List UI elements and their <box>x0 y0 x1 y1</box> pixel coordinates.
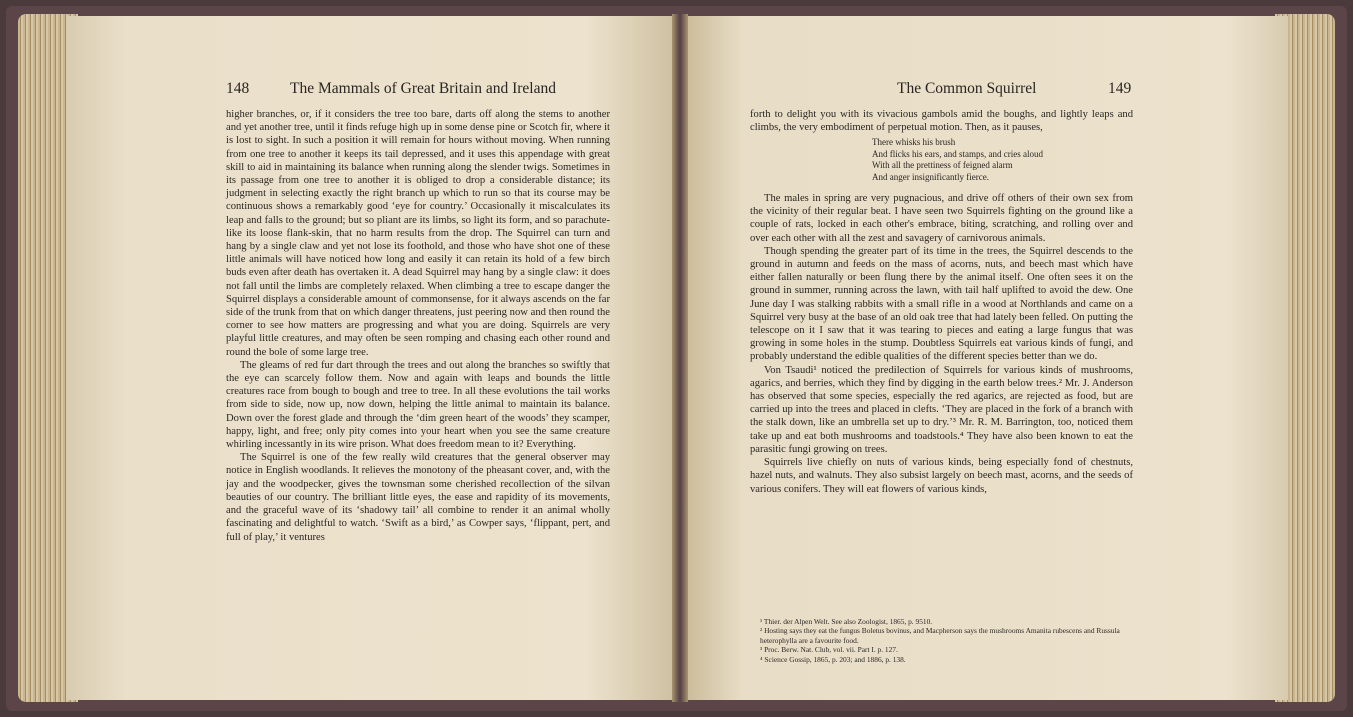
left-paragraph-2: The gleams of red fur dart through the trees and out along the branches so swiftly that the eye can scarcely follow them. Now and again with leaps and bounds the little creatures race from bough to bough and tree to tree. In all these evolutions the tail works from side to side, now up, now down, helping the little animal to maintain its balance. Down over the forest glade and through the ‘dim green heart of the woods’ they scamper, happy, light, and free; only pity comes into your heart when you see the same creature whirling incessantly in its wire prison. What does freedom mean to it? Everything. <box>226 359 610 451</box>
right-page-number: 149 <box>1108 80 1132 97</box>
left-paragraph-3: The Squirrel is one of the few really wild creatures that the general observer may notice in English woodlands. It relieves the monotony of the pheasant cover, and, with the jay and the woodpecker, gives the townsman some cherished recollection of the silvan beauties of our country. The brilliant little eyes, the ease and rapidity of its movements, and the graceful wave of its ‘shadowy tail’ all combine to render it an animal wholly fascinating and delightful to watch. ‘Swift as a bird,’ as Cowper says, ‘flippant, pert, and full of play,’ it ventures <box>226 452 610 543</box>
left-paragraph-1: higher branches, or, if it considers the tree too bare, darts off along the stems to another and yet another tree, until it finds refuge high up in some dense pine or Scotch fir, where it is lost to sight. In such a position it will remain for hours without moving. When running from one tree to another it keeps its tail depressed, and it uses this appendage with great skill to aid in maintaining its balance when running along the slender twigs. Sometimes in its passage from one tree to another it is obliged to drop a considerable distance; its judgment in selecting exactly the right branch up which to run so that its course may be continuous shows a remarkably good ‘eye for country.’ Occasionally it miscalculates its leap and falls to the ground; but so pliant are its limbs, so light its form, and so parachute-like its loose flank-skin, that no harm results from the drop. The Squirrel can turn and hang by a single claw and yet not lose its foothold, and those who have shot one of these little animals will have noticed how long and easily it can retain its hold of a few birch buds even after death has overtaken it. A dead Squirrel may hang by a single claw: it does not fall until the limbs are completely relaxed. When climbing a tree to escape danger the Squirrel displays a considerable amount of commonsense, for it always ascends on the far side of the trunk from that on which danger threatens, just peering now and then round the corner to see how matters are progressing and what you are doing. Squirrels are very playful little creatures, and may often be seen romping and chasing each other round and round the bole of some large tree. <box>226 109 610 358</box>
right-intro-paragraph: forth to delight you with its vivacious gambols amid the boughs, and lightly leaps and climbs, the very embodiment of perpetual motion. Then, as it pauses, <box>750 109 1133 134</box>
footnote: ¹ Thier. der Alpen Welt. See also Zoologist, 1865, p. 9510. <box>760 617 933 626</box>
verse-line: There whisks his brush <box>872 137 956 148</box>
right-paragraph-3: Von Tsaudi¹ noticed the predilection of Squirrels for various kinds of mushrooms, agarics, and berries, which they find by digging in the earth below trees.² Mr. J. Anderson has observed that some species, especially the red agarics, are rejected as food, but are carried up into the trees and placed in clefts. ‘They are placed in the fork of a branch with the stalk down, like an umbrella set up to dry.’³ Mr. R. M. Barrington, too, noticed them take up and eat both mushrooms and toadstools.⁴ They have also been known to eat the parasitic fungi growing on trees. <box>750 364 1133 455</box>
footnote: ³ Proc. Berw. Nat. Club, vol. vii. Part I. p. 127. <box>760 645 898 655</box>
right-running-header: The Common Squirrel <box>897 80 1037 97</box>
left-page-number: 148 <box>226 80 250 97</box>
left-running-header: The Mammals of Great Britain and Ireland <box>290 80 556 97</box>
right-paragraph-1: The males in spring are very pugnacious, and drive off others of their own sex from the vicinity of their regular beat. I have seen two Squirrels fighting on the ground like a couple of rats, locked in each other's embrace, biting, scratching, and rolling over and over each other with all the zest and savagery of carnivorous animals. <box>750 193 1133 244</box>
right-paragraph-4: Squirrels live chiefly on nuts of various kinds, being especially fond of chestnuts, hazel nuts, and walnuts. They also subsist largely on beech mast, acorns, and the seeds of various conifers. They will eat flowers of various kinds, <box>750 457 1133 495</box>
book-gutter <box>672 14 688 702</box>
verse-quotation <box>872 137 1133 183</box>
right-paragraph-2: Though spending the greater part of its time in the trees, the Squirrel descends to the ground in autumn and feeds on the mass of acorns, nuts, and beech mast which have either fallen naturally or been flung there by the animal itself. One often sees it on the ground in summer, running across the lawn, with tail half uplifted to avoid the dew. One June day I was stalking rabbits with a small rifle in a wood at Northlands and came on a Squirrel very busy at the base of an old oak tree that had lately been felled. On putting the telescope on it I saw that it was tearing to pieces and eating a large fungus that was growing in some holes in the stump. Doubtless Squirrels eat various kinds of fungi, and probably understand the edible qualities of the different species better than we do. <box>750 245 1133 363</box>
verse-line: And flicks his ears, and stamps, and cries aloud <box>872 148 1043 159</box>
right-page-body <box>750 108 1133 496</box>
footnotes <box>760 617 1133 664</box>
footnote: ⁴ Science Gossip, 1865, p. 203; and 1886, p. 138. <box>760 654 906 664</box>
verse-line: With all the prettiness of feigned alarm <box>872 160 1013 171</box>
footnote: ² Hosting says they eat the fungus Boletus bovinus, and Macpherson says the mushrooms Amanita rubescens and Russula heterophylla are a favourite food. <box>760 626 1120 645</box>
left-page-body <box>226 108 610 544</box>
verse-line: And anger insignificantly fierce. <box>872 171 989 182</box>
